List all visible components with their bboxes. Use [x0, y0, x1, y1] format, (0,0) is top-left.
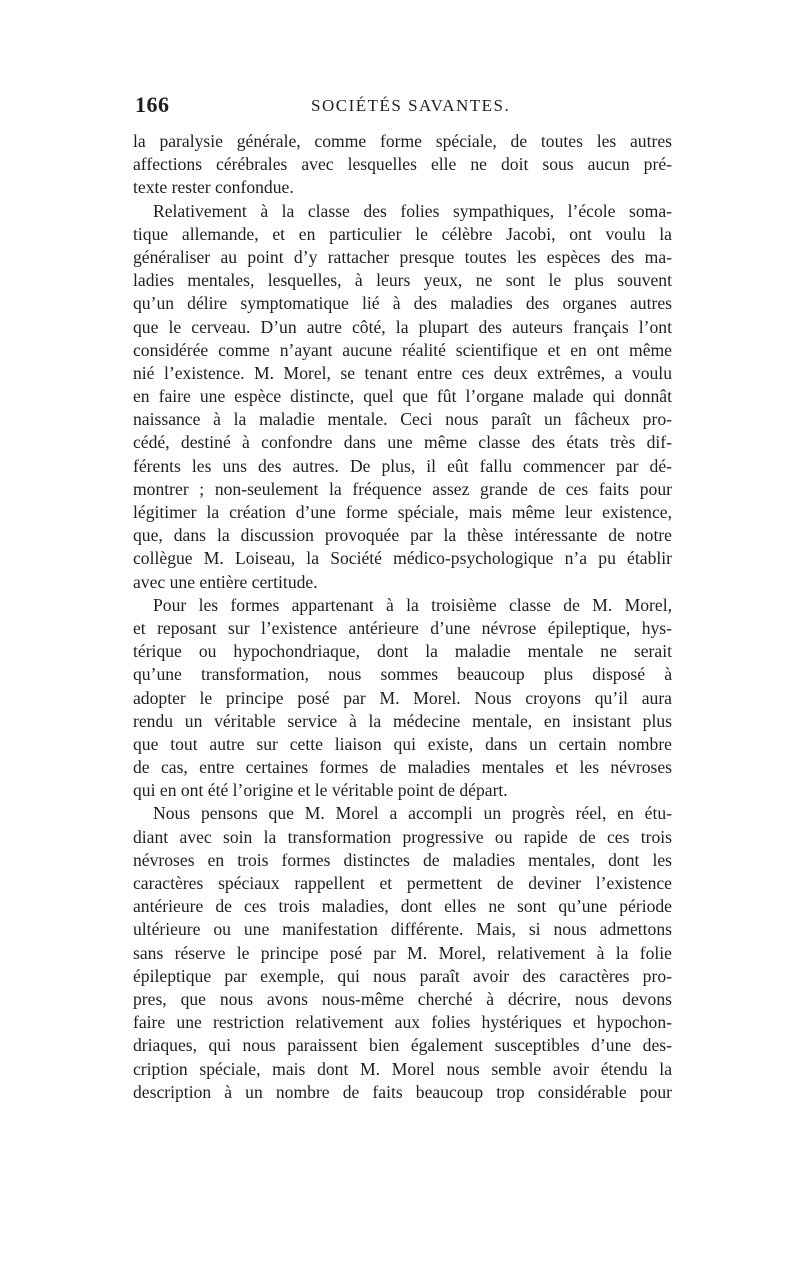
text-line: cription spéciale, mais dont M. Morel nous semble avoir étendu la — [133, 1058, 672, 1079]
text-line: description à un nombre de faits beaucoup trop considérable pour — [133, 1081, 672, 1102]
text-line: texte rester confondue. — [133, 177, 294, 198]
text-line: Pour les formes appartenant à la troisième classe de M. Morel, — [153, 594, 672, 615]
text-line: que le cerveau. D’un autre côté, la plupart des auteurs français l’ont — [133, 316, 672, 337]
text-line: Nous pensons que M. Morel a accompli un progrès réel, en étu- — [153, 803, 672, 824]
text-line: que, dans la discussion provoquée par la thèse intéressante de notre — [133, 525, 672, 546]
text-line: naissance à la maladie mentale. Ceci nous paraît un fâcheux pro- — [133, 409, 672, 430]
text-line: légitimer la création d’une forme spéciale, mais même leur existence, — [133, 502, 672, 522]
text-line: caractères spéciaux rappellent et permettent de deviner l’existence — [133, 873, 672, 893]
text-line: diant avec soin la transformation progressive ou rapide de ces trois — [133, 826, 672, 847]
text-line: névroses en trois formes distinctes de maladies mentales, dont les — [133, 849, 672, 870]
text-line: en faire une espèce distincte, quel que fût l’organe malade qui donnât — [133, 386, 672, 407]
text-line: térique ou hypochondriaque, dont la maladie mentale ne serait — [133, 641, 672, 662]
page-number: 166 — [135, 92, 170, 117]
text-line: affections cérébrales avec lesquelles elle ne doit sous aucun pré- — [133, 154, 672, 175]
text-line: tique allemande, et en particulier le célèbre Jacobi, ont voulu la — [133, 223, 672, 244]
text-line: faire une restriction relativement aux folies hystériques et hypochon- — [133, 1012, 672, 1033]
body-text — [133, 130, 672, 1104]
text-line: Relativement à la classe des folies sympathiques, l’école soma- — [153, 200, 672, 221]
text-line: pres, que nous avons nous-même cherché à décrire, nous devons — [133, 988, 672, 1009]
text-line: généraliser au point d’y rattacher presque toutes les espèces des ma- — [133, 246, 672, 267]
text-line: épileptique par exemple, qui nous paraît avoir des caractères pro- — [133, 965, 672, 986]
text-line: adopter le principe posé par M. Morel. Nous croyons qu’il aura — [133, 687, 672, 708]
text-line: sans réserve le principe posé par M. Morel, relativement à la folie — [133, 942, 672, 963]
text-line: qu’une transformation, nous sommes beaucoup plus disposé à — [133, 664, 672, 685]
text-line: antérieure de ces trois maladies, dont elles ne sont qu’une période — [133, 896, 672, 917]
text-line: qu’un délire symptomatique lié à des maladies des organes autres — [133, 293, 672, 314]
text-line: collègue M. Loiseau, la Société médico-psychologique n’a pu établir — [133, 548, 672, 569]
text-line: nié l’existence. M. Morel, se tenant entre ces deux extrêmes, a voulu — [133, 362, 672, 383]
text-line: et reposant sur l’existence antérieure d’une névrose épileptique, hys- — [133, 617, 672, 638]
text-line: driaques, qui nous paraissent bien également susceptibles d’une des- — [133, 1035, 672, 1056]
page-header — [135, 92, 670, 122]
text-line: considérée comme n’ayant aucune réalité scientifique et en ont même — [133, 339, 672, 360]
text-line: ultérieure ou une manifestation différente. Mais, si nous admettons — [133, 919, 672, 940]
running-title: SOCIÉTÉS SAVANTES. — [311, 96, 511, 115]
text-line: qui en ont été l’origine et le véritable point de départ. — [133, 780, 508, 801]
text-line: montrer ; non-seulement la fréquence assez grande de ces faits pour — [133, 478, 672, 499]
text-line: férents les uns des autres. De plus, il eût fallu commencer par dé- — [133, 455, 672, 476]
text-line: que tout autre sur cette liaison qui existe, dans un certain nombre — [133, 733, 672, 754]
text-line: de cas, entre certaines formes de maladies mentales et les névroses — [133, 757, 672, 778]
text-line: la paralysie générale, comme forme spéciale, de toutes les autres — [133, 131, 672, 151]
text-line: cédé, destiné à confondre dans une même classe des états très dif- — [133, 432, 672, 453]
text-line: rendu un véritable service à la médecine mentale, en insistant plus — [133, 710, 672, 731]
text-line: avec une entière certitude. — [133, 571, 318, 592]
text-line: ladies mentales, lesquelles, à leurs yeux, ne sont le plus souvent — [133, 270, 672, 291]
